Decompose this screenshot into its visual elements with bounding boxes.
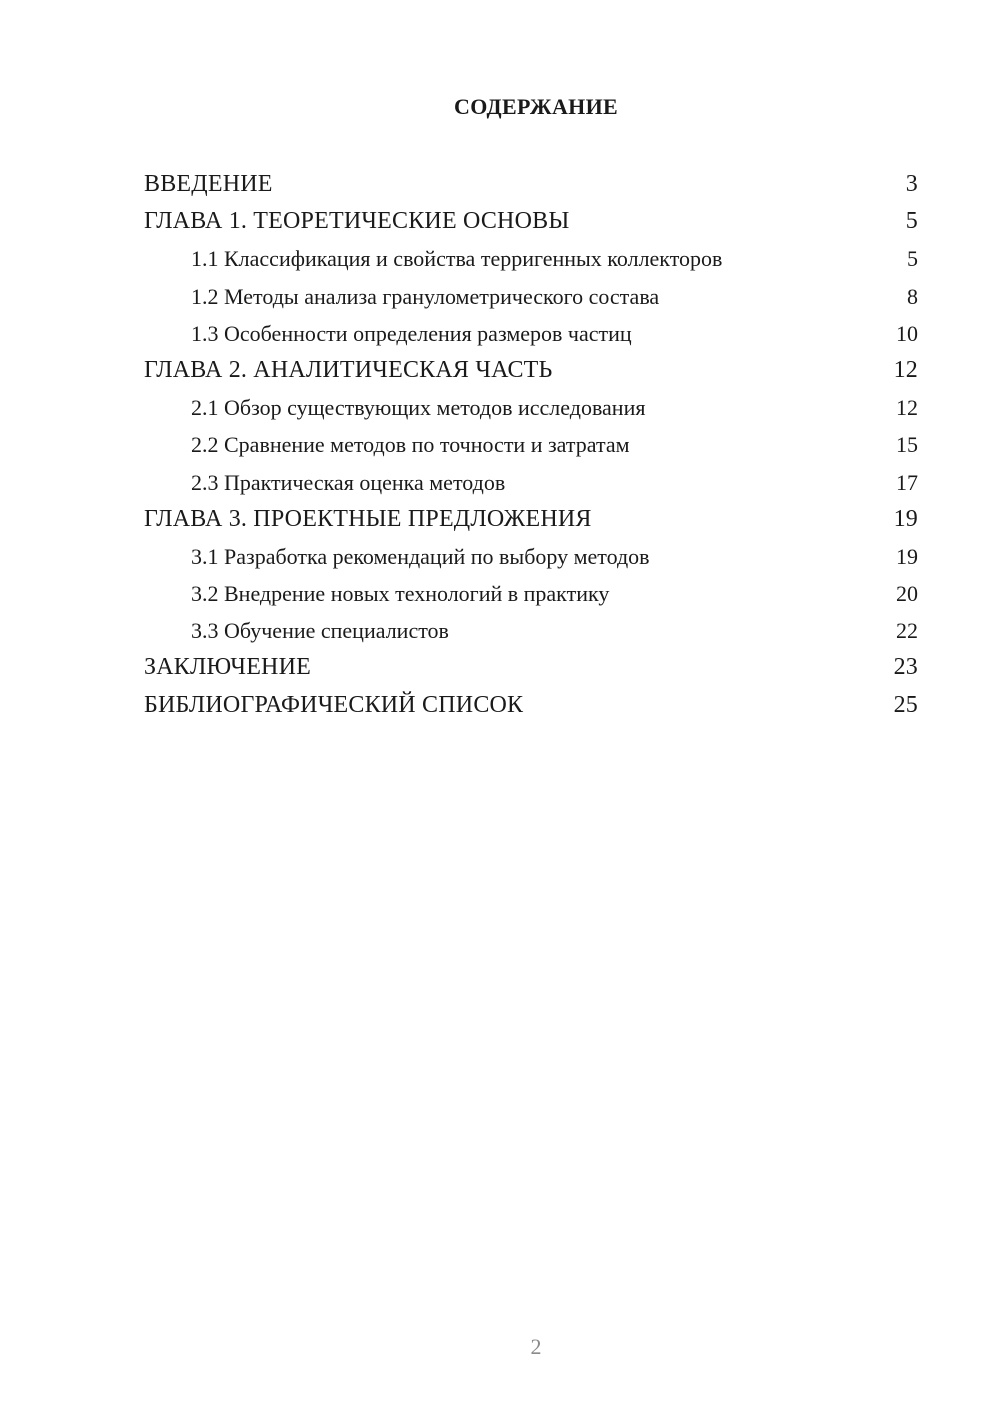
toc-entry-page: 17 (896, 469, 918, 495)
toc-entry-page: 10 (896, 320, 918, 346)
toc-entry-page: 12 (896, 395, 918, 421)
toc-entry-label: ГЛАВА 1. ТЕОРЕТИЧЕСКИЕ ОСНОВЫ (144, 208, 570, 235)
toc-entry-page: 20 (896, 581, 918, 607)
toc-entry-section-2-2[interactable] (144, 426, 918, 463)
toc-entry-page: 22 (896, 618, 918, 644)
toc-entry-conclusion[interactable] (144, 649, 918, 686)
toc-entry-label: ГЛАВА 2. АНАЛИТИЧЕСКАЯ ЧАСТЬ (144, 356, 553, 383)
toc-entry-section-2-3[interactable] (144, 464, 918, 501)
table-of-contents (144, 166, 918, 724)
toc-entry-label: ВВЕДЕНИЕ (144, 171, 273, 197)
toc-entry-page: 8 (907, 283, 918, 309)
page-number: 2 (530, 1334, 542, 1359)
toc-entry-page: 23 (893, 654, 918, 681)
toc-entry-page: 25 (893, 691, 918, 718)
toc-entry-label: 1.2 Методы анализа гранулометрического состава (191, 283, 660, 309)
toc-entry-chapter-1[interactable] (144, 203, 918, 240)
page-title: СОДЕРЖАНИЕ (454, 94, 618, 119)
toc-entry-page: 5 (907, 246, 918, 272)
toc-entry-label: 2.1 Обзор существующих методов исследования (191, 395, 646, 421)
toc-entry-chapter-3[interactable] (144, 501, 918, 538)
toc-entry-label: ГЛАВА 3. ПРОЕКТНЫЕ ПРЕДЛОЖЕНИЯ (144, 505, 592, 532)
toc-entry-section-1-2[interactable] (144, 278, 918, 315)
toc-entry-label: 2.3 Практическая оценка методов (191, 469, 506, 495)
toc-entry-label: 2.2 Сравнение методов по точности и затратам (191, 432, 630, 458)
toc-entry-introduction[interactable] (144, 166, 918, 203)
toc-entry-label: БИБЛИОГРАФИЧЕСКИЙ СПИСОК (144, 691, 524, 718)
toc-entry-section-1-1[interactable] (144, 240, 918, 277)
toc-entry-label: ЗАКЛЮЧЕНИЕ (144, 654, 311, 681)
toc-entry-page: 19 (893, 505, 918, 532)
toc-entry-label: 3.3 Обучение специалистов (191, 618, 449, 644)
toc-entry-section-3-3[interactable] (144, 612, 918, 649)
toc-entry-label: 3.1 Разработка рекомендаций по выбору методов (191, 543, 650, 569)
toc-entry-label: 1.3 Особенности определения размеров частиц (191, 320, 632, 346)
toc-entry-bibliography[interactable] (144, 687, 918, 724)
toc-entry-section-3-2[interactable] (144, 575, 918, 612)
toc-entry-section-2-1[interactable] (144, 389, 918, 426)
toc-entry-label: 1.1 Классификация и свойства терригенных коллекторов (191, 246, 723, 272)
toc-entry-page: 3 (905, 171, 918, 197)
toc-entry-page: 12 (893, 356, 918, 383)
toc-entry-label: 3.2 Внедрение новых технологий в практику (191, 581, 610, 607)
toc-entry-page: 19 (896, 543, 918, 569)
toc-entry-page: 15 (896, 432, 918, 458)
toc-entry-section-3-1[interactable] (144, 538, 918, 575)
toc-entry-page: 5 (905, 208, 918, 235)
toc-entry-section-1-3[interactable] (144, 315, 918, 352)
toc-entry-chapter-2[interactable] (144, 352, 918, 389)
